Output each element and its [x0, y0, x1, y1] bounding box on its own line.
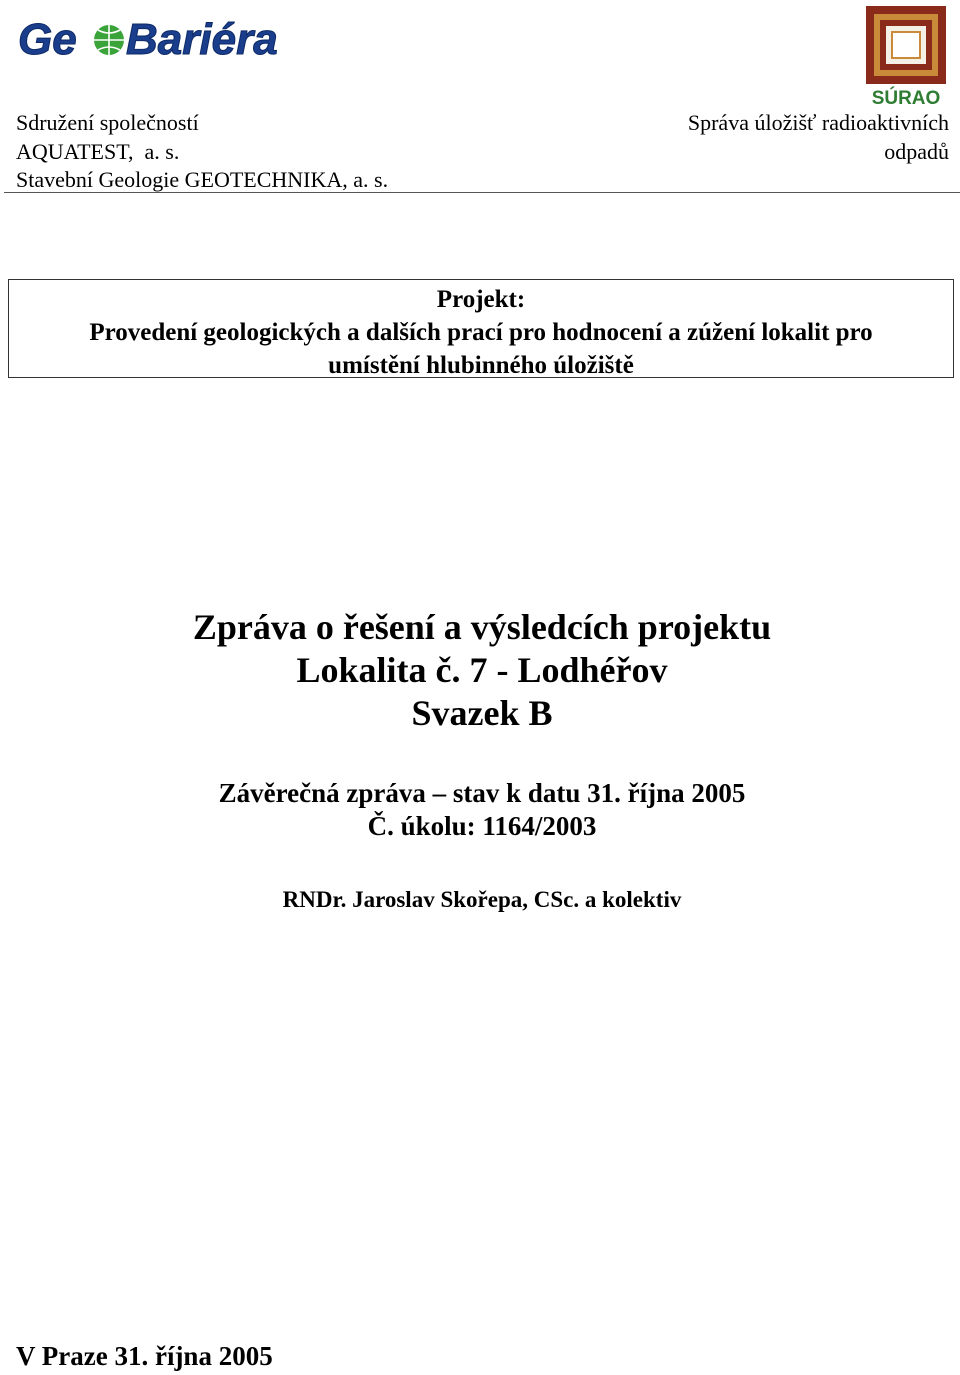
consortium-line-2: AQUATEST, a. s.: [16, 138, 180, 164]
surao-logo-graphic: [862, 4, 950, 108]
geobariera-logo: [16, 10, 336, 68]
agency-line-2: odpadů: [884, 138, 949, 164]
author-line: RNDr. Jaroslav Skořepa, CSc. a kolektiv: [282, 887, 682, 912]
place-date: V Praze 31. října 2005: [16, 1341, 273, 1371]
subtitle-line-2: Č. úkolu: 1164/2003: [367, 811, 597, 841]
consortium-block: [16, 109, 388, 195]
agency-block: [609, 109, 949, 166]
report-subtitle: [0, 777, 960, 843]
consortium-line-3: Stavební Geologie GEOTECHNIKA, a. s.: [16, 167, 389, 192]
project-label: Projekt:: [436, 286, 526, 313]
globe-icon: [94, 25, 124, 55]
surao-logo: [862, 4, 950, 108]
project-line-1: Provedení geologických a dalších prací pro hodnocení a zúžení lokalit pro: [89, 319, 873, 346]
geobariera-logo-graphic: [16, 10, 336, 68]
project-line-2: umístění hlubinného úložiště: [328, 352, 634, 379]
title-line-2: Lokalita č. 7 - Lodhéřov: [296, 650, 668, 690]
title-line-1: Zpráva o řešení a výsledcích projektu: [192, 607, 772, 647]
agency-line-1: Správa úložišť radioaktivních: [687, 110, 949, 135]
project-box: [8, 279, 954, 378]
surao-emblem-icon: [866, 6, 946, 84]
logo-text-surao: SÚRAO: [871, 88, 941, 108]
consortium-line-1: Sdružení společností: [16, 110, 199, 135]
logo-text-ge: Ge: [18, 15, 77, 64]
report-title: [0, 606, 960, 735]
subtitle-line-1: Závěrečná zpráva – stav k datu 31. října 2005: [218, 778, 746, 808]
title-line-3: Svazek B: [411, 693, 553, 733]
logo-text-bariera: Bariéra: [126, 15, 278, 64]
header-divider: [4, 192, 960, 193]
